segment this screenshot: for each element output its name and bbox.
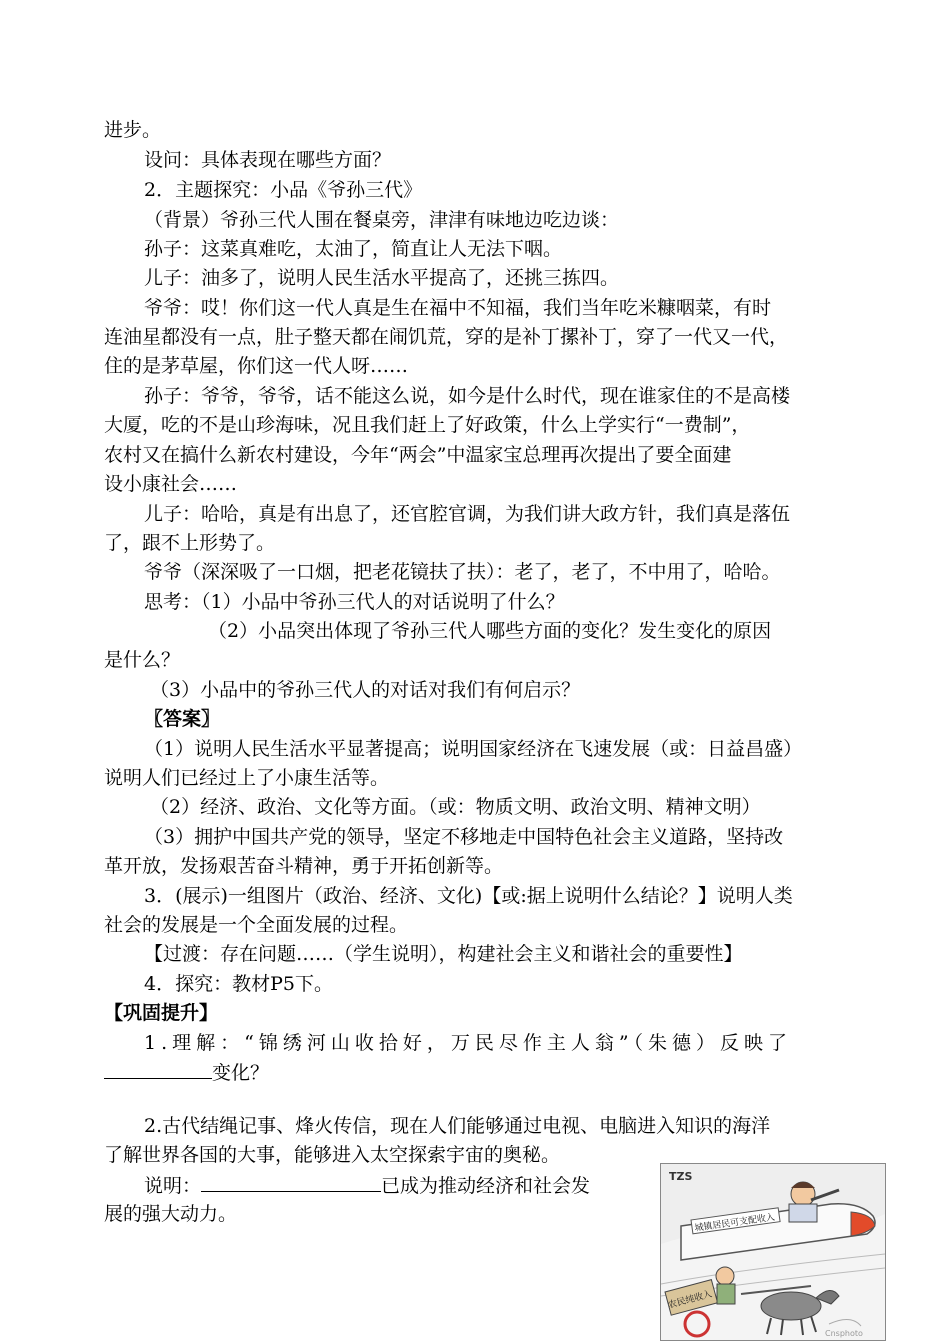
text-line: 社会的发展是一个全面发展的过程。 — [104, 914, 409, 936]
cart-label: 农民纯收入 — [667, 1289, 714, 1311]
text-line: 展的强大动力。 — [104, 1203, 238, 1225]
text-line: 住的是茅草屋，你们这一代人呀…… — [104, 355, 409, 377]
answer-blank — [104, 1060, 212, 1079]
text-line: 设问：具体表现在哪些方面？ — [144, 149, 392, 171]
text-line: （2）小品突出体现了爷孙三代人哪些方面的变化？发生变化的原因 — [208, 620, 772, 642]
text-line: 儿子：哈哈，真是有出息了，还官腔官调，为我们讲大政方针，我们真是落伍 — [144, 503, 791, 525]
watermark: Cnsphoto — [825, 1329, 863, 1338]
train-label: 城镇居民可支配收入 — [694, 1212, 776, 1234]
cartoon-illustration — [660, 1163, 886, 1341]
answer-blank — [201, 1173, 381, 1192]
fill-line — [104, 1060, 269, 1085]
text-line: 3．(展示)一组图片（政治、经济、文化)【或:据上说明什么结论？】说明人类 — [144, 885, 793, 907]
text-line: 了，跟不上形势了。 — [104, 532, 276, 554]
text-line: 农村又在搞什么新农村建设，今年“两会”中温家宝总理再次提出了要全面建 — [104, 444, 732, 466]
text-line: （1）说明人民生活水平显著提高；说明国家经济在飞速发展（或：日益昌盛） — [144, 738, 803, 760]
text-line: 爷爷：哎！你们这一代人真是生在福中不知福，我们当年吃米糠咽菜，有时 — [144, 297, 772, 319]
text-line: 2.古代结绳记事、烽火传信，现在人们能够通过电视、电脑进入知识的海洋 — [144, 1115, 771, 1137]
section-heading: 【巩固提升】 — [104, 1002, 219, 1024]
text-line: 孙子：这菜真难吃，太油了，简直让人无法下咽。 — [144, 238, 563, 260]
answer-heading: 〖答案〗 — [144, 708, 221, 730]
text-line: 4．探究：教材P5下。 — [144, 973, 333, 995]
fill-line-label: 说明： — [144, 1175, 202, 1197]
text-line: 了解世界各国的大事，能够进入太空探索宇宙的奥秘。 — [104, 1144, 561, 1166]
text-line: 【过渡：存在问题……（学生说明），构建社会主义和谐社会的重要性】 — [144, 943, 743, 965]
fill-line-text: 变化？ — [212, 1062, 270, 1084]
text-line: 革开放，发扬艰苦奋斗精神，勇于开拓创新等。 — [104, 855, 504, 877]
text-line: 设小康社会…… — [104, 473, 238, 495]
fill-line-text: 已成为推动经济和社会发 — [381, 1175, 591, 1197]
text-line: 1.理解：“锦绣河山收拾好，万民尽作主人翁”（朱德）反映了 — [144, 1032, 793, 1054]
text-line: 孙子：爷爷，爷爷，话不能这么说，如今是什么时代，现在谁家住的不是高楼 — [144, 385, 791, 407]
text-line: 思考：（1）小品中爷孙三代人的对话说明了什么？ — [144, 591, 565, 613]
text-line: （3）拥护中国共产党的领导，坚定不移地走中国特色社会主义道路，坚持改 — [144, 826, 784, 848]
text-line: （背景）爷孙三代人围在餐桌旁，津津有味地边吃边谈： — [144, 209, 620, 231]
text-line: 大厦，吃的不是山珍海味，况且我们赶上了好政策，什么上学实行“一费制”， — [104, 414, 751, 436]
text-line: （3）小品中的爷孙三代人的对话对我们有何启示？ — [150, 679, 581, 701]
text-line: （2）经济、政治、文化等方面。（或：物质文明、政治文明、精神文明） — [150, 796, 761, 818]
text-line: 说明人们已经过上了小康生活等。 — [104, 767, 390, 789]
corner-mark: TZS — [669, 1170, 693, 1183]
text-line: 连油星都没有一点，肚子整天都在闹饥荒，穿的是补丁摞补丁，穿了一代又一代， — [104, 326, 789, 348]
text-line: 儿子：油多了，说明人民生活水平提高了，还挑三拣四。 — [144, 267, 620, 289]
text-line: 进步。 — [104, 119, 162, 141]
text-line: 2．主题探究：小品《爷孙三代》 — [144, 179, 423, 201]
text-line: 爷爷（深深吸了一口烟，把老花镜扶了扶）：老了，老了，不中用了，哈哈。 — [144, 561, 781, 583]
fill-line — [144, 1173, 590, 1198]
text-line: 是什么？ — [104, 649, 181, 671]
cartoon-drawing — [661, 1164, 885, 1340]
